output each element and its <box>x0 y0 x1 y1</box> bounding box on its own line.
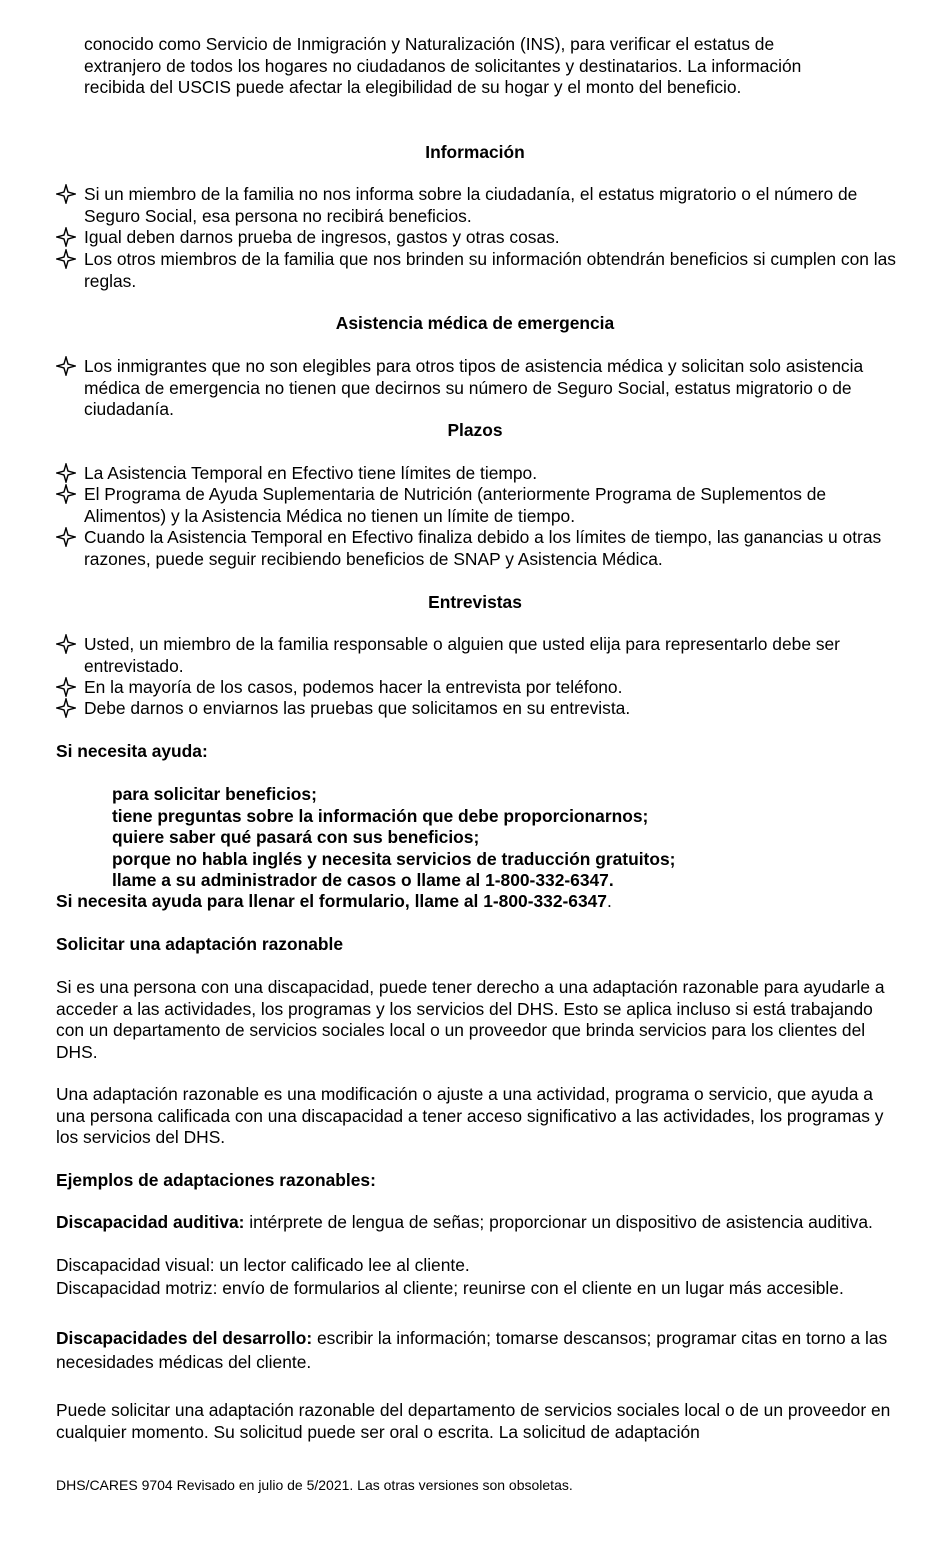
bullet-item <box>56 249 896 292</box>
bullet-item <box>56 463 896 485</box>
bullet-item <box>56 227 896 249</box>
example-hearing-label: Discapacidad auditiva: <box>56 1212 245 1232</box>
help-heading: Si necesita ayuda: <box>56 741 208 761</box>
help-line: tiene preguntas sobre la información que debe proporcionarnos; <box>112 805 649 826</box>
intro-line: conocido como Servicio de Inmigración y Naturalización (INS), para verificar el estatus de <box>84 34 775 54</box>
bullet-star-icon <box>56 484 78 506</box>
bullet-text: Los otros miembros de la familia que nos brinden su información obtendrán beneficios si cumplen con las reglas. <box>84 249 897 291</box>
bullet-item <box>56 677 896 699</box>
accommodation-heading: Solicitar una adaptación razonable <box>56 934 344 954</box>
bullet-star-icon <box>56 698 78 720</box>
section-heading-plazos: Plazos <box>447 420 503 440</box>
help-line: para solicitar beneficios; <box>112 784 317 804</box>
accommodation-paragraph-2: Una adaptación razonable es una modificación o ajuste a una actividad, programa o servicio, que ayuda a una persona calificada con una discapacidad a tener acceso significativo a las actividades, los programas y los servicios del DHS. <box>56 1084 884 1147</box>
intro-line: extranjero de todos los hogares no ciudadanos de solicitantes y destinatarios. La información <box>84 55 802 76</box>
bullet-star-icon <box>56 227 78 249</box>
bullet-text: Igual deben darnos prueba de ingresos, gastos y otras cosas. <box>84 227 560 247</box>
bullet-item <box>56 634 896 677</box>
form-help-period: . <box>606 891 612 911</box>
bullet-text: Los inmigrantes que no son elegibles para otros tipos de asistencia médica y solicitan solo asistencia médica de emergencia no tienen que decirnos su número de Seguro Social, estatus migratorio o de ciudadanía. <box>84 356 864 419</box>
bullet-star-icon <box>56 249 78 271</box>
accommodation-paragraph-1: Si es una persona con una discapacidad, puede tener derecho a una adaptación razonable para ayudarle a acceder a las actividades, los programas y los servicios del DHS. Esto se aplica incluso si está trabajando con un departamento de servicios sociales local o un proveedor que brinda servicios para los clientes del DHS. <box>56 977 885 1062</box>
form-help-line <box>56 891 612 913</box>
bullet-text: El Programa de Ayuda Suplementaria de Nutrición (anteriormente Programa de Suplementos de Alimentos) y la Asistencia Médica no tienen un límite de tiempo. <box>84 484 827 526</box>
bullet-star-icon <box>56 634 78 656</box>
bullet-item <box>56 527 896 570</box>
intro-line: recibida del USCIS puede afectar la elegibilidad de su hogar y el monto del beneficio. <box>84 77 742 97</box>
bullet-text: Debe darnos o enviarnos las pruebas que solicitamos en su entrevista. <box>84 698 631 718</box>
example-developmental-text: escribir la información; tomarse descansos; programar citas en torno a las necesidades médicas del cliente. <box>56 1328 888 1372</box>
bullet-star-icon <box>56 356 78 378</box>
bullet-text: La Asistencia Temporal en Efectivo tiene límites de tiempo. <box>84 463 538 483</box>
bullet-item <box>56 698 896 720</box>
example-visual: Discapacidad visual: un lector calificado lee al cliente. <box>56 1255 470 1275</box>
example-motor: Discapacidad motriz: envío de formularios al cliente; reunirse con el cliente en un lugar más accesible. <box>56 1278 844 1298</box>
bullet-star-icon <box>56 677 78 699</box>
bullet-item <box>56 184 896 227</box>
examples-heading: Ejemplos de adaptaciones razonables: <box>56 1170 376 1190</box>
example-developmental-label: Discapacidades del desarrollo: <box>56 1328 313 1348</box>
form-help-text: Si necesita ayuda para llenar el formulario, llame al 1-800-332-6347 <box>56 891 607 911</box>
section-heading-entrevistas: Entrevistas <box>428 592 522 612</box>
intro-paragraph <box>84 34 904 99</box>
bullet-item <box>56 356 896 421</box>
footer-revision: DHS/CARES 9704 Revisado en julio de 5/2021. Las otras versiones son obsoletas. <box>56 1477 573 1493</box>
help-line: porque no habla inglés y necesita servicios de traducción gratuitos; <box>112 848 676 869</box>
bullet-item <box>56 484 896 527</box>
bullet-star-icon <box>56 463 78 485</box>
section-heading-informacion: Información <box>425 142 525 162</box>
bullet-star-icon <box>56 527 78 549</box>
help-list <box>112 784 872 892</box>
bullet-text: Usted, un miembro de la familia responsable o alguien que usted elija para representarlo debe ser entrevistado. <box>84 634 840 676</box>
section-heading-emergencia: Asistencia médica de emergencia <box>335 313 615 333</box>
request-paragraph: Puede solicitar una adaptación razonable del departamento de servicios sociales local o de un proveedor en cualquier momento. Su solicitud puede ser oral o escrita. La solicitud de adaptación <box>56 1400 891 1442</box>
bullet-text: Cuando la Asistencia Temporal en Efectivo finaliza debido a los límites de tiempo, las ganancias u otras razones, puede seguir recibiendo beneficios de SNAP y Asistencia Médica. <box>84 527 882 569</box>
example-developmental <box>56 1326 896 1374</box>
help-line: quiere saber qué pasará con sus beneficios; <box>112 827 480 847</box>
bullet-text: En la mayoría de los casos, podemos hacer la entrevista por teléfono. <box>84 677 623 697</box>
bullet-star-icon <box>56 184 78 206</box>
bullet-text: Si un miembro de la familia no nos informa sobre la ciudadanía, el estatus migratorio o el número de Seguro Social, esa persona no recibirá beneficios. <box>84 184 858 226</box>
help-line: llame a su administrador de casos o llame al 1-800-332-6347. <box>112 870 614 890</box>
example-hearing-text: intérprete de lengua de señas; proporcionar un dispositivo de asistencia auditiva. <box>244 1212 873 1232</box>
example-hearing <box>56 1212 896 1234</box>
